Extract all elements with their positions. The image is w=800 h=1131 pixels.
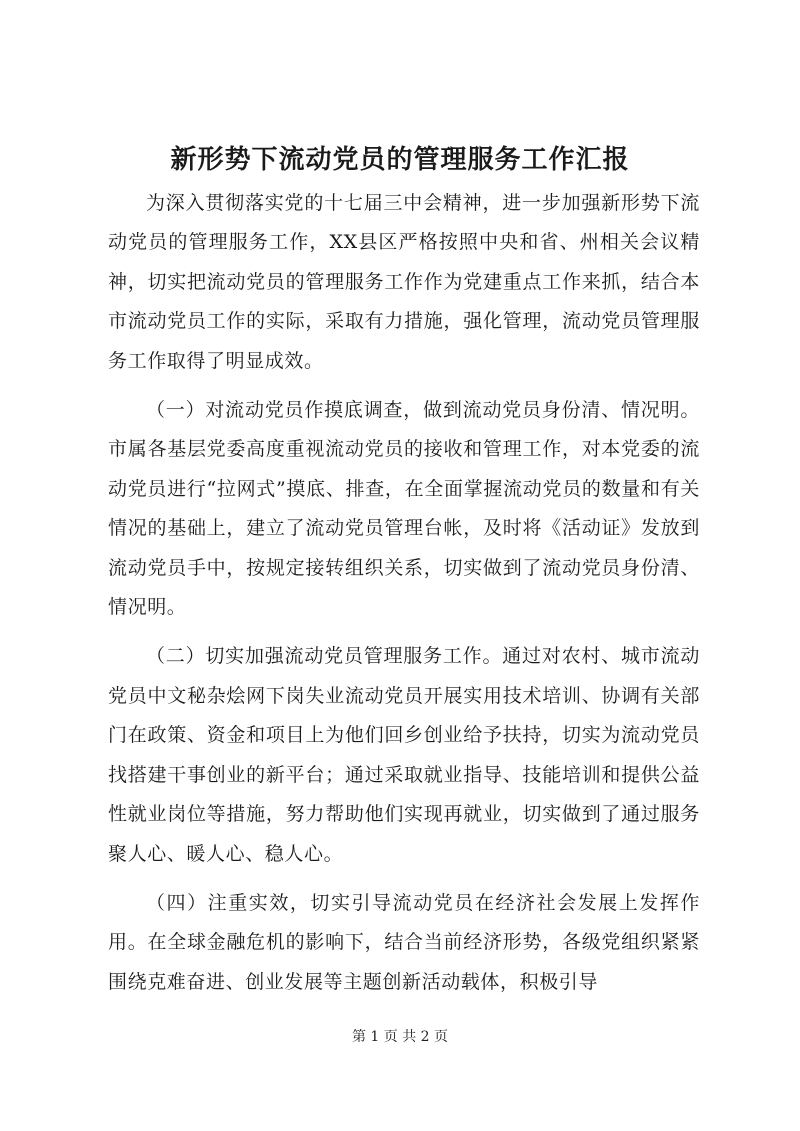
paragraph-section-2: （二）切实加强流动党员管理服务工作。通过对农村、城市流动党员中文秘杂烩网下岗失业流动党员开展实用技术培训、协调有关部门在政策、资金和项目上为他们回乡创业给予扶持，切实为流动党员找搭建干事创业的新平台；通过采取就业指导、技能培训和提供公益性就业岗位等措施，努力帮助他们实现再就业，切实做到了通过服务聚人心、暖人心、稳人心。 [108,645,700,865]
document-body [108,184,700,1002]
paragraph-intro: 为深入贯彻落实党的十七届三中会精神，进一步加强新形势下流动党员的管理服务工作，XX县区严格按照中央和省、州相关会议精神，切实把流动党员的管理服务工作作为党建重点工作来抓，结合本市流动党员工作的实际，采取有力措施，强化管理，流动党员管理服务工作取得了明显成效。 [108,192,700,372]
paragraph-section-4: （四）注重实效，切实引导流动党员在经济社会发展上发挥作用。在全球金融危机的影响下，结合当前经济形势，各级党组织紧紧围绕克难奋进、创业发展等主题创新活动载体，积极引导 [108,891,700,993]
document-title: 新形势下流动党员的管理服务工作汇报 [170,145,630,175]
paragraph-section-1: （一）对流动党员作摸底调查，做到流动党员身份清、情况明。市属各基层党委高度重视流动党员的接收和管理工作，对本党委的流动党员进行“拉网式”摸底、排查，在全面掌握流动党员的数量和有关情况的基础上，建立了流动党员管理台帐，及时将《活动证》发放到流动党员手中，按规定接转组织关系，切实做到了流动党员身份清、情况明。 [108,399,700,619]
page-footer: 第 1 页 共 2 页 [351,1029,449,1045]
